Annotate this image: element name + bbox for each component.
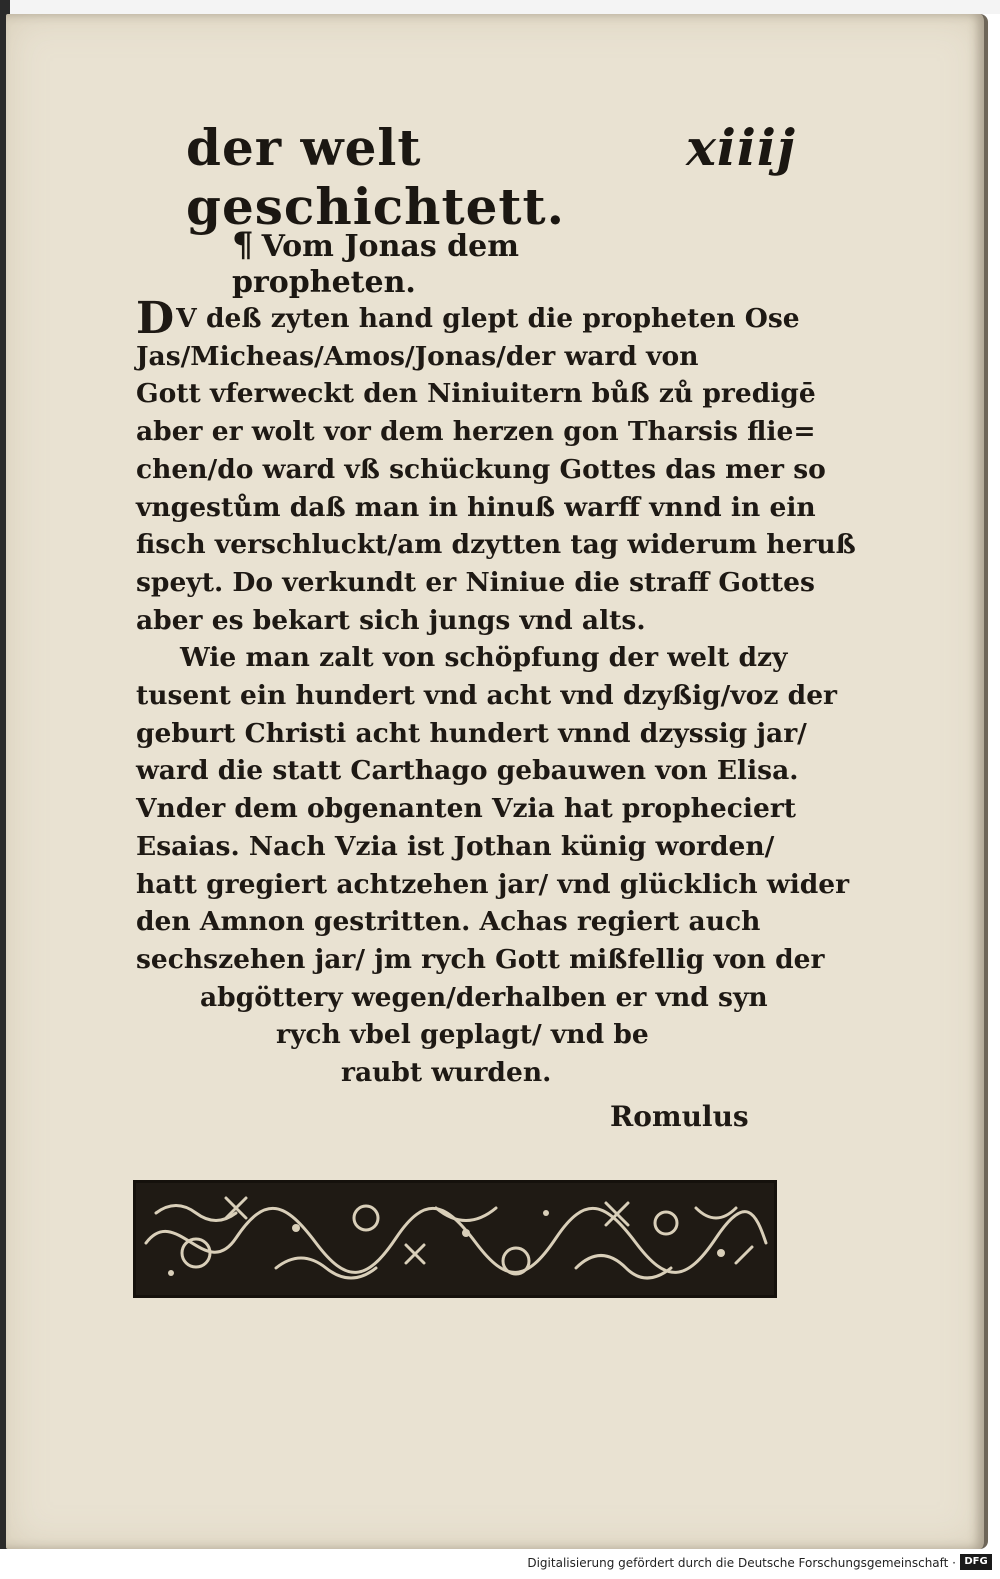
woodcut-ornament: [133, 1180, 777, 1298]
text-line: Vnder dem obgenanten Vzia hat propheciert: [136, 793, 797, 825]
initial-letter: D: [136, 293, 175, 344]
text-line: DV deß zyten hand glept die propheten Ose: [136, 293, 800, 344]
text-line: Jas/Micheas/Amos/Jonas/der ward von: [136, 340, 699, 372]
text-line: den Amnon gestritten. Achas regiert auch: [136, 906, 761, 938]
text-line: raubt wurden.: [341, 1057, 552, 1089]
text-line: fisch verschluckt/am dzytten tag widerum heruß: [136, 529, 856, 561]
section-heading: [232, 225, 692, 300]
text-line: sechszehen jar/ jm rych Gott mißfellig von der: [136, 943, 825, 975]
text-line: geburt Christi acht hundert vnnd dzyssig jar/: [136, 717, 807, 749]
text-line: rych vbel geplagt/ vnd be: [276, 1019, 649, 1051]
text-line: tusent ein hundert vnd acht vnd dzyßig/voz der: [136, 680, 838, 712]
footer-credit: Digitalisierung gefördert durch die Deutsche Forschungsgemeinschaft ·: [527, 1556, 956, 1570]
catchword: Romulus: [610, 1100, 749, 1133]
body-text: [136, 293, 856, 1092]
running-head-title: der welt geschichtett.: [186, 118, 566, 236]
text-line: aber er wolt vor dem herzen gon Tharsis flie=: [136, 416, 816, 448]
text-line: ward die statt Carthago gebauwen von Elisa.: [136, 755, 799, 787]
text-line: abgöttery wegen/derhalben er vnd syn: [200, 981, 768, 1013]
pilcrow-icon: ¶: [232, 225, 254, 265]
text-line: speyt. Do verkundt er Niniue die straff Gottes: [136, 566, 815, 598]
scan-top-margin: [0, 0, 1000, 14]
section-heading-text: Vom Jonas dem propheten.: [232, 229, 519, 300]
ornament-icon: [136, 1183, 774, 1295]
text-line: vngestům daß man in hinuß warff vnnd in ein: [136, 491, 816, 523]
text-line: Esaias. Nach Vzia ist Jothan künig worden/: [136, 830, 775, 862]
text-line: chen/do ward vß schückung Gottes das mer so: [136, 453, 826, 485]
text-line: aber es bekart sich jungs vnd alts.: [136, 604, 646, 636]
text-line: Gott vferweckt den Niniuitern bůß zů predigē: [136, 378, 816, 410]
dfg-logo: DFG: [960, 1554, 992, 1570]
text-line: hatt gregiert achtzehen jar/ vnd glücklich wider: [136, 868, 850, 900]
text-line: Wie man zalt von schöpfung der welt dzy: [180, 642, 788, 674]
running-head: [186, 118, 796, 236]
folio-number: xiiij: [686, 118, 796, 177]
